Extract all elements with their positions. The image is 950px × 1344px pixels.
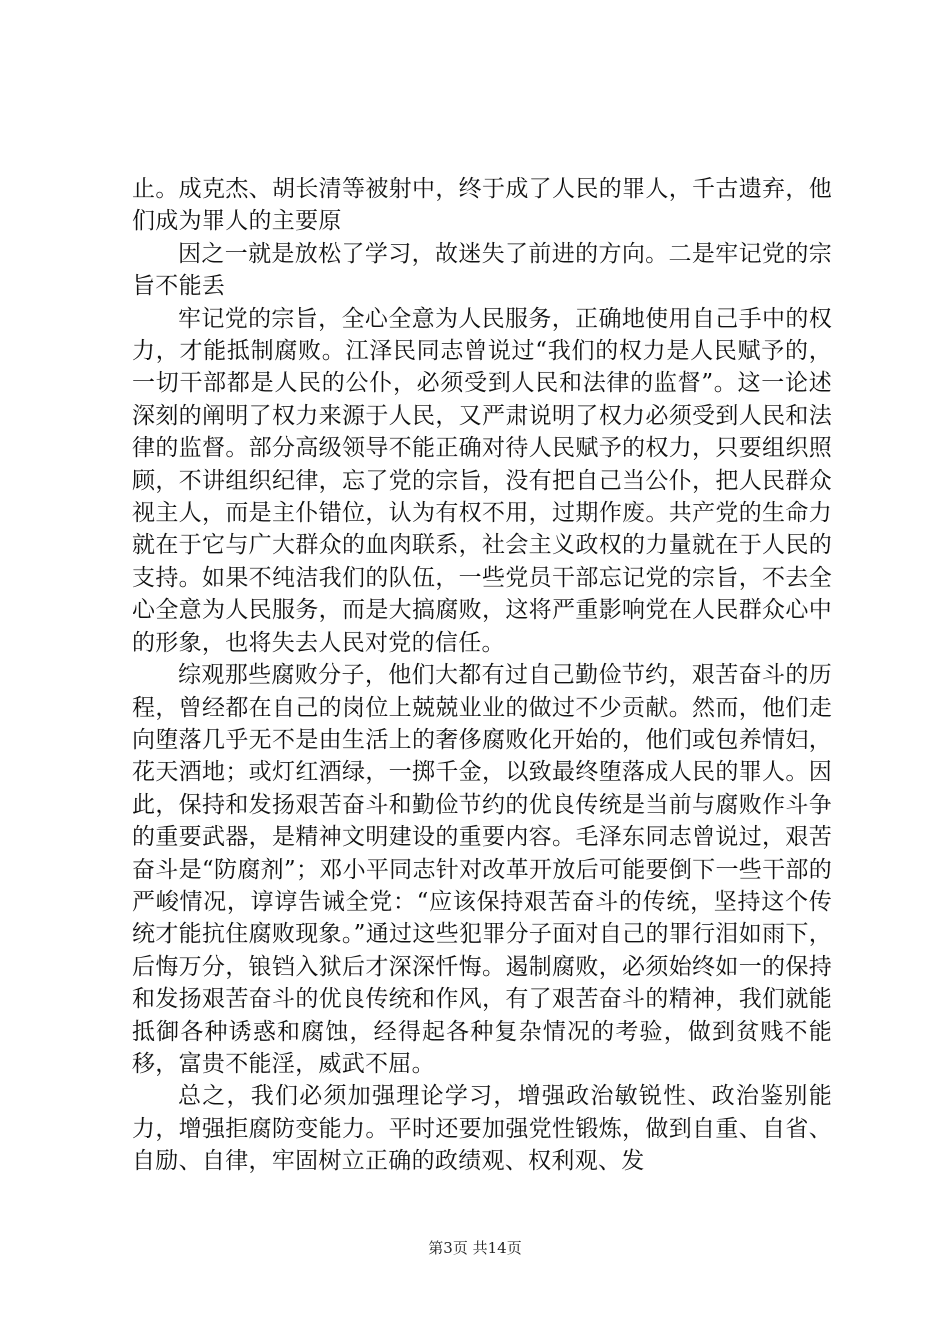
paragraph-2: 因之一就是放松了学习，故迷失了前进的方向。二是牢记党的宗旨不能丢: [132, 240, 832, 300]
document-body: [132, 173, 832, 1178]
page-footer: [0, 1238, 950, 1258]
page-number: 第3页 共14页: [428, 1239, 522, 1257]
paragraph-1: 止。成克杰、胡长清等被射中，终于成了人民的罪人，千古遗弃，他们成为罪人的主要原: [132, 176, 832, 235]
paragraph-4: 综观那些腐败分子，他们大都有过自己勤俭节约，艰苦奋斗的历程，曾经都在自己的岗位上兢兢业业的做过不少贡献。然而，他们走向堕落几乎无不是由生活上的奢侈腐败化开始的，他们或包养情妇，花天酒地；或灯红酒绿，一掷千金，以致最终堕落成人民的罪人。因此，保持和发扬艰苦奋斗和勤俭节约的优良传统是当前与腐败作斗争的重要武器，是精神文明建设的重要内容。毛泽东同志曾说过，艰苦奋斗是“防腐剂”；邓小平同志针对改革开放后可能要倒下一些干部的严峻情况，谆谆告诫全党：“应该保持艰苦奋斗的传统，坚持这个传统才能抗住腐败现象。”通过这些犯罪分子面对自己的罪行泪如雨下，后悔万分，锒铛入狱后才深深忏悔。遏制腐败，必须始终如一的保持和发扬艰苦奋斗的优良传统和作风，有了艰苦奋斗的精神，我们就能抵御各种诱惑和腐蚀，经得起各种复杂情况的考验，做到贫贱不能移，富贵不能淫，威武不屈。: [132, 662, 832, 1077]
paragraph-3: 牢记党的宗旨，全心全意为人民服务，正确地使用自己手中的权力，才能抵制腐败。江泽民同志曾说过“我们的权力是人民赋予的，一切干部都是人民的公仆，必须受到人民和法律的监督”。这一论述深刻的阐明了权力来源于人民，又严肃说明了权力必须受到人民和法律的监督。部分高级领导不能正确对待人民赋予的权力，只要组织照顾，不讲组织纪律，忘了党的宗旨，没有把自己当公仆，把人民群众视主人，而是主仆错位，认为有权不用，过期作废。共产党的生命力就在于它与广大群众的血肉联系，社会主义政权的力量就在于人民的支持。如果不纯洁我们的队伍，一些党员干部忘记党的宗旨，不去全心全意为人民服务，而是大搞腐败，这将严重影响党在人民群众心中的形象，也将失去人民对党的信任。: [132, 305, 832, 656]
paragraph-5: 总之，我们必须加强理论学习，增强政治敏锐性、政治鉴别能力，增强拒腐防变能力。平时还要加强党性锻炼，做到自重、自省、自励、自律，牢固树立正确的政绩观、权利观、发: [132, 1083, 832, 1175]
